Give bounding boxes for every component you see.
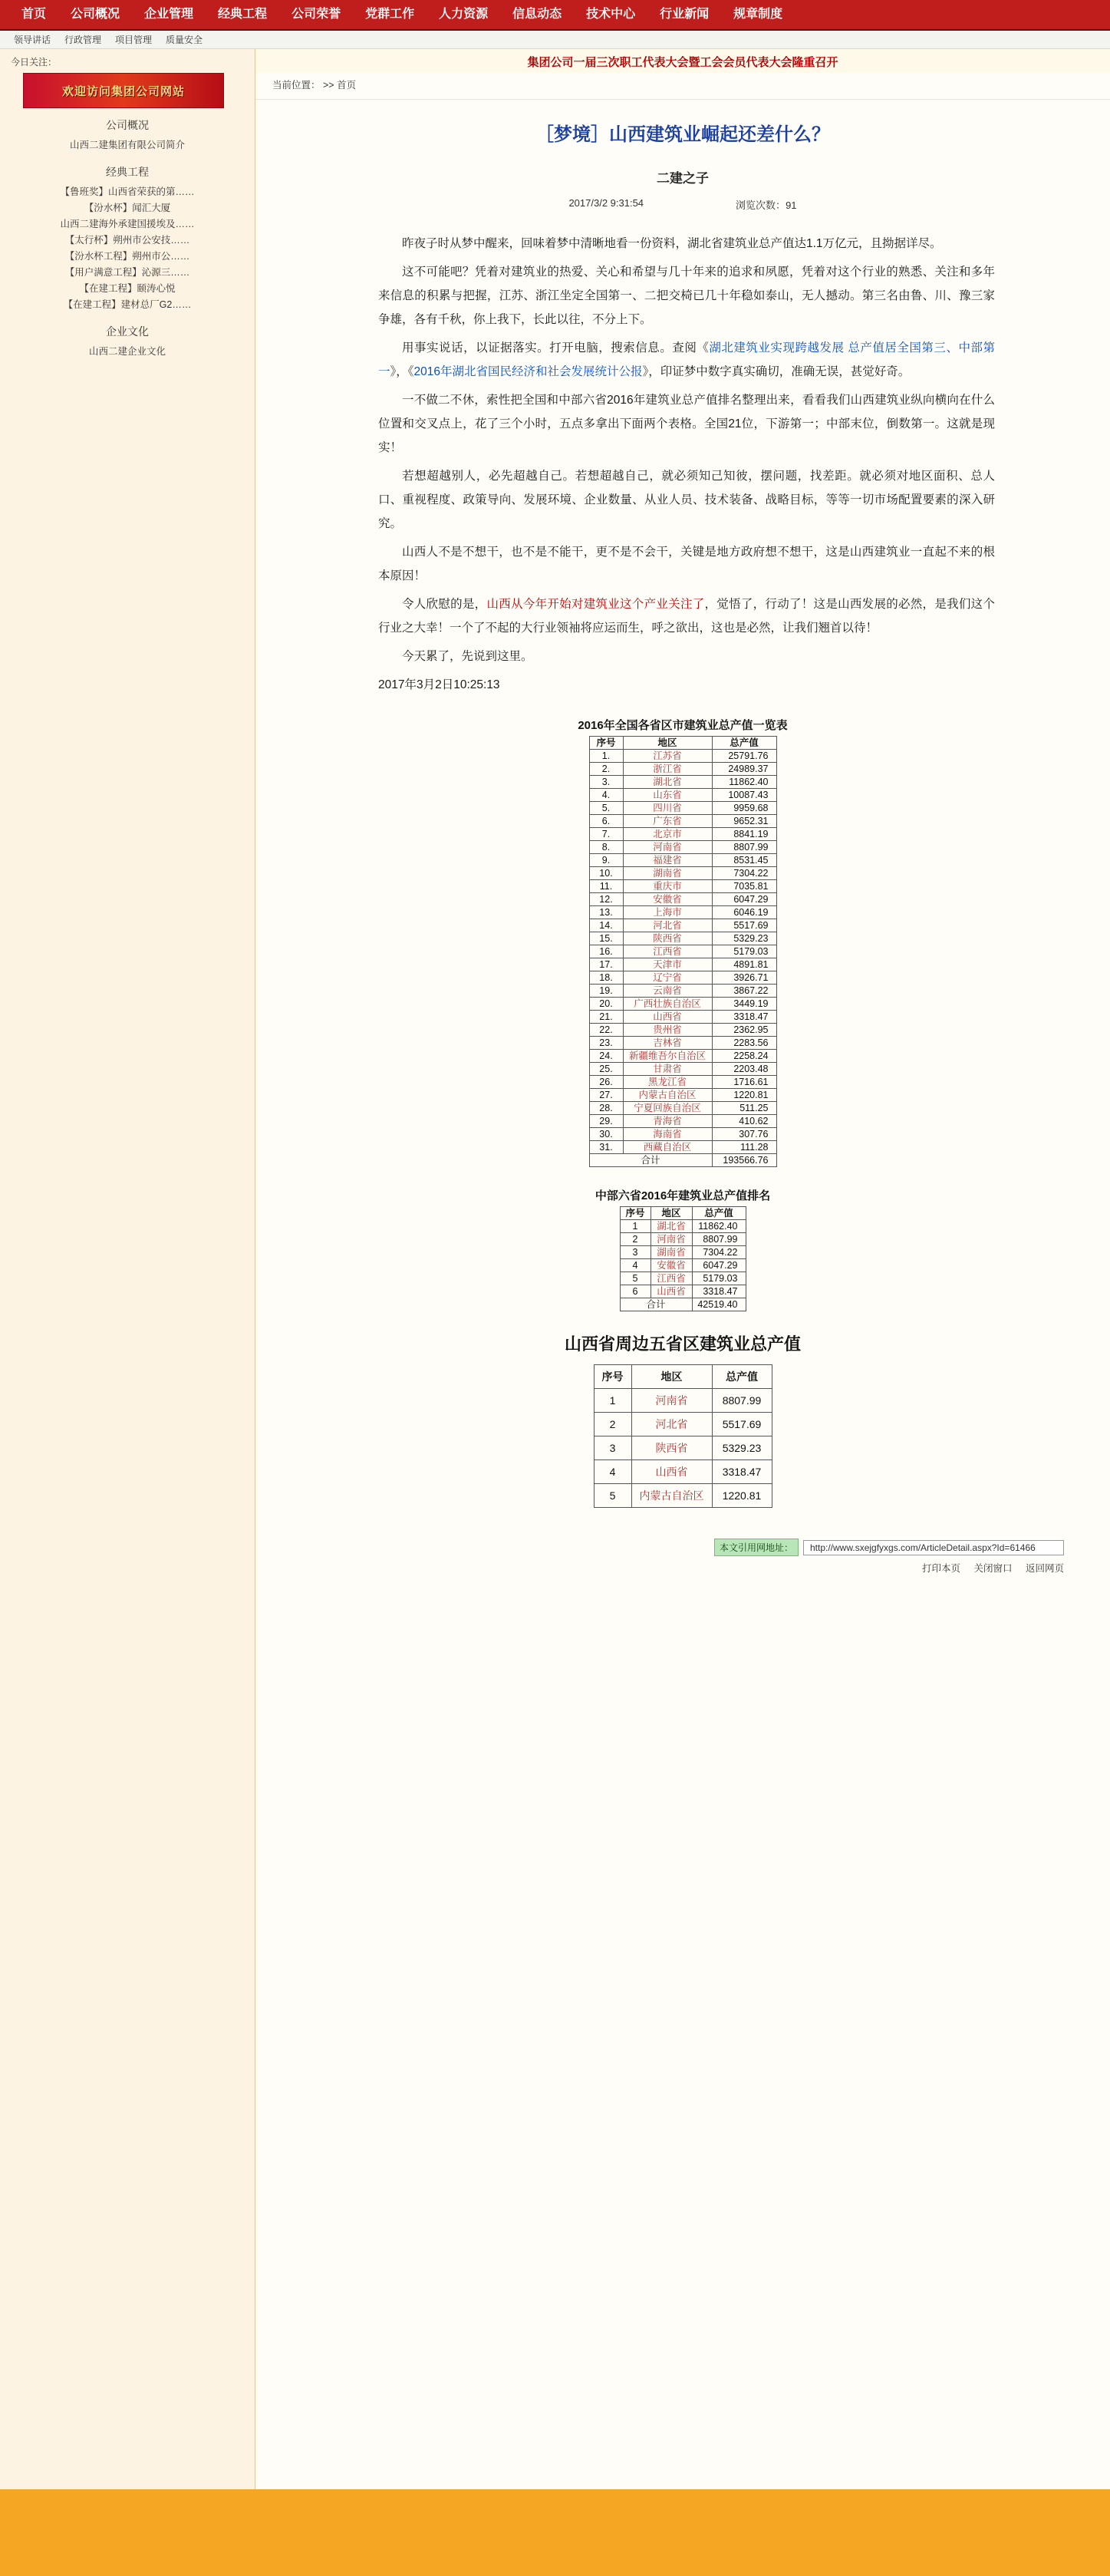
cell-region: 吉林省 [623, 1037, 712, 1050]
table-row [620, 1246, 746, 1259]
cell-index: 23. [589, 1037, 623, 1050]
cell-value: 9959.68 [712, 802, 776, 815]
close-window-button[interactable]: 关闭窗口 [973, 1563, 1013, 1574]
cell-region: 辽宁省 [623, 971, 712, 985]
breadcrumb-separator: >> [323, 80, 334, 91]
cell-value: 7035.81 [712, 880, 776, 893]
nav-item-home[interactable]: 首页 [21, 8, 47, 21]
column-header-value: 总产值 [712, 1365, 772, 1389]
column-header-index: 序号 [589, 737, 623, 750]
table-row [589, 1102, 776, 1115]
cell-value: 4891.81 [712, 958, 776, 971]
cell-value: 5329.23 [712, 932, 776, 945]
cell-value: 7304.22 [692, 1246, 746, 1259]
cell-region: 陕西省 [631, 1436, 712, 1460]
table-row [620, 1259, 746, 1272]
cell-region: 湖北省 [651, 1220, 692, 1233]
column-header-region: 地区 [651, 1207, 692, 1220]
cell-region: 甘肃省 [623, 1063, 712, 1076]
cell-value: 8841.19 [712, 828, 776, 841]
table-row [589, 1141, 776, 1154]
cell-index: 13. [589, 906, 623, 919]
nav-item-news[interactable]: 信息动态 [512, 8, 562, 21]
cell-region: 海南省 [623, 1128, 712, 1141]
paragraph-text: 用事实说话，以证据落实。打开电脑，搜索信息。查阅《湖北建筑业实现跨越发展 总产值居全国第三、中部第一》，《2016年湖北省国民经济和社会发展统计公报》，印证梦中数字真实确切，准确无误，甚觉好奇。 [378, 341, 995, 378]
cell-region: 西藏自治区 [623, 1141, 712, 1154]
nav-item-enterprise-management[interactable]: 企业管理 [144, 8, 194, 21]
table-row [589, 880, 776, 893]
sidebar-section-classic-projects [0, 164, 255, 313]
table-title: 山西省周边五省区建筑业总产值 [564, 1334, 801, 1354]
cell-value: 3318.47 [692, 1285, 746, 1298]
cell-region: 湖北省 [623, 776, 712, 789]
cell-region: 重庆市 [623, 880, 712, 893]
cell-region: 福建省 [623, 854, 712, 867]
print-page-button[interactable]: 打印本页 [921, 1563, 960, 1574]
site-headline[interactable]: 集团公司一届三次职工代表大会暨工会会员代表大会隆重召开 [255, 49, 1110, 73]
cell-value: 6047.29 [712, 893, 776, 906]
column-header-value: 总产值 [712, 737, 776, 750]
table-row [589, 971, 776, 985]
table-row [589, 750, 776, 763]
column-header-index: 序号 [620, 1207, 651, 1220]
cell-region: 江西省 [651, 1272, 692, 1285]
cell-region: 河北省 [631, 1413, 712, 1436]
article-views-count: 91 [786, 200, 797, 211]
table-national [255, 717, 1110, 1167]
sidebar-link[interactable]: 山西二建海外承建国援埃及…… [60, 219, 195, 229]
cell-value: 6047.29 [692, 1259, 746, 1272]
cell-index: 15. [589, 932, 623, 945]
sidebar [0, 49, 255, 2489]
cell-value: 5517.69 [712, 1413, 772, 1436]
cell-region: 山西省 [651, 1285, 692, 1298]
cell-region: 河北省 [623, 919, 712, 932]
article-meta [255, 194, 1110, 232]
table-row [589, 789, 776, 802]
table-row [589, 906, 776, 919]
cell-index: 5 [620, 1272, 651, 1285]
article-views [736, 197, 796, 212]
cell-value: 1220.81 [712, 1484, 772, 1508]
inline-link[interactable]: 2016年湖北省国民经济和社会发展统计公报 [413, 365, 643, 378]
column-header-region: 地区 [631, 1365, 712, 1389]
table-row [589, 854, 776, 867]
nav-item-classic-projects[interactable]: 经典工程 [218, 8, 268, 21]
cell-index: 5. [589, 802, 623, 815]
subnav-item-leader-speech[interactable]: 领导讲话 [14, 35, 51, 45]
table-row [620, 1285, 746, 1298]
sidebar-link[interactable]: 【汾水杯】闻汇大厦 [84, 203, 171, 213]
table-row [594, 1413, 772, 1436]
cell-value: 11862.40 [712, 776, 776, 789]
cell-index: 30. [589, 1128, 623, 1141]
data-table [589, 736, 777, 1167]
cell-index: 19. [589, 985, 623, 998]
list-item[interactable] [0, 200, 255, 216]
sidebar-banner: 欢迎访问集团公司网站 [23, 73, 224, 108]
table-header-row [594, 1365, 772, 1389]
cell-value: 2258.24 [712, 1050, 776, 1063]
subnav-item-admin-management[interactable]: 行政管理 [64, 35, 102, 45]
table-row [589, 1063, 776, 1076]
cell-value: 6046.19 [712, 906, 776, 919]
cell-index: 1. [589, 750, 623, 763]
table-row [594, 1460, 772, 1484]
cell-value: 8807.99 [712, 1389, 772, 1413]
cell-region: 广西壮族自治区 [623, 998, 712, 1011]
table-header-row [620, 1207, 746, 1220]
cell-value: 9652.31 [712, 815, 776, 828]
cell-index: 27. [589, 1089, 623, 1102]
paragraph-with-links [378, 336, 995, 384]
content-columns [0, 49, 1110, 2489]
cell-value: 511.25 [712, 1102, 776, 1115]
nav-item-industry-news[interactable]: 行业新闻 [660, 8, 710, 21]
table-row [589, 815, 776, 828]
table-row [589, 932, 776, 945]
cell-value: 3318.47 [712, 1460, 772, 1484]
cell-region: 湖南省 [651, 1246, 692, 1259]
secondary-navigation [0, 31, 1110, 49]
table-central-six [255, 1187, 1110, 1311]
source-url-input[interactable]: http://www.sxejgfyxgs.com/ArticleDetail.aspx?Id=61466 [803, 1540, 1064, 1555]
cell-region: 安徽省 [623, 893, 712, 906]
cell-value: 24989.37 [712, 763, 776, 776]
sidebar-link[interactable]: 【用户满意工程】沁源三…… [64, 267, 190, 278]
list-item[interactable] [0, 184, 255, 200]
cell-index: 31. [589, 1141, 623, 1154]
list-item[interactable] [0, 281, 255, 297]
cell-index: 3 [594, 1436, 631, 1460]
total-value: 42519.40 [692, 1298, 746, 1311]
breadcrumb [255, 73, 1110, 100]
source-url-label: 本文引用网地址： [714, 1539, 799, 1556]
table-row [589, 1050, 776, 1063]
cell-region: 北京市 [623, 828, 712, 841]
table-row [589, 828, 776, 841]
cell-value: 1716.61 [712, 1076, 776, 1089]
cell-value: 10087.43 [712, 789, 776, 802]
sidebar-link[interactable]: 【在建工程】建材总厂G2…… [63, 299, 192, 310]
list-item[interactable] [0, 297, 255, 313]
cell-region: 河南省 [651, 1233, 692, 1246]
cell-index: 16. [589, 945, 623, 958]
nav-item-tech-center[interactable]: 技术中心 [586, 8, 636, 21]
cell-value: 8807.99 [692, 1233, 746, 1246]
cell-region: 河南省 [631, 1389, 712, 1413]
sidebar-link[interactable]: 【鲁班奖】山西省荣获的第…… [60, 186, 195, 197]
cell-value: 5179.03 [692, 1272, 746, 1285]
cell-value: 3867.22 [712, 985, 776, 998]
cell-index: 29. [589, 1115, 623, 1128]
cell-value: 2203.48 [712, 1063, 776, 1076]
cell-region: 云南省 [623, 985, 712, 998]
back-to-page-button[interactable]: 返回网页 [1025, 1563, 1064, 1574]
subnav-item-project-management[interactable]: 项目管理 [115, 35, 153, 45]
table-row [589, 763, 776, 776]
table-row [620, 1220, 746, 1233]
cell-region: 黑龙江省 [623, 1076, 712, 1089]
cell-index: 6 [620, 1285, 651, 1298]
cell-index: 11. [589, 880, 623, 893]
table-row [620, 1233, 746, 1246]
cell-value: 3926.71 [712, 971, 776, 985]
cell-index: 9. [589, 854, 623, 867]
table-row [589, 919, 776, 932]
nav-item-regulations[interactable]: 规章制度 [733, 8, 783, 21]
article-date: 2017/3/2 9:31:54 [568, 197, 644, 209]
cell-index: 10. [589, 867, 623, 880]
total-label: 合计 [589, 1154, 712, 1167]
cell-value: 2283.56 [712, 1037, 776, 1050]
table-row [589, 1037, 776, 1050]
nav-item-party-work[interactable]: 党群工作 [365, 8, 415, 21]
cell-value: 5517.69 [712, 919, 776, 932]
cell-value: 410.62 [712, 1115, 776, 1128]
list-item[interactable] [0, 265, 255, 281]
sidebar-section-title: 经典工程 [106, 166, 149, 178]
list-item[interactable] [0, 249, 255, 265]
cell-region: 青海省 [623, 1115, 712, 1128]
cell-region: 上海市 [623, 906, 712, 919]
table-row [589, 958, 776, 971]
total-label: 合计 [620, 1298, 692, 1311]
table-title: 中部六省2016年建筑业总产值排名 [595, 1189, 771, 1202]
table-row [589, 776, 776, 789]
today-focus-label: 今日关注： [11, 57, 58, 68]
data-table [620, 1206, 746, 1311]
main-content [255, 49, 1110, 2489]
table-row [589, 1011, 776, 1024]
table-row [589, 998, 776, 1011]
cell-value: 2362.95 [712, 1024, 776, 1037]
cell-index: 28. [589, 1102, 623, 1115]
cell-region: 陕西省 [623, 932, 712, 945]
cell-index: 24. [589, 1050, 623, 1063]
table-row [594, 1389, 772, 1413]
cell-region: 内蒙古自治区 [631, 1484, 712, 1508]
nav-item-company-overview[interactable]: 公司概况 [71, 8, 120, 21]
sidebar-link[interactable]: 【太行杯】朔州市公安技…… [64, 235, 190, 246]
cell-region: 天津市 [623, 958, 712, 971]
cell-region: 广东省 [623, 815, 712, 828]
table-header-row [589, 737, 776, 750]
cell-value: 8807.99 [712, 841, 776, 854]
table-row [589, 945, 776, 958]
cell-value: 7304.22 [712, 867, 776, 880]
cell-region: 河南省 [623, 841, 712, 854]
table-row [594, 1436, 772, 1460]
table-row [589, 985, 776, 998]
cell-value: 3449.19 [712, 998, 776, 1011]
cell-region: 湖南省 [623, 867, 712, 880]
cell-value: 11862.40 [692, 1220, 746, 1233]
nav-item-company-honors[interactable]: 公司荣誉 [291, 8, 341, 21]
cell-region: 山西省 [631, 1460, 712, 1484]
page-title: ［梦境］山西建筑业崛起还差什么？ [535, 124, 830, 145]
sidebar-link[interactable]: 【在建工程】颐涛心悦 [79, 283, 176, 294]
cell-index: 3 [620, 1246, 651, 1259]
table-row [589, 1089, 776, 1102]
cell-value: 307.76 [712, 1128, 776, 1141]
cell-region: 安徽省 [651, 1259, 692, 1272]
cell-region: 贵州省 [623, 1024, 712, 1037]
cell-value: 8531.45 [712, 854, 776, 867]
cell-index: 1 [594, 1389, 631, 1413]
paragraph: 这不可能吧？凭着对建筑业的热爱、关心和希望与几十年来的追求和夙愿，凭着对这个行业的熟悉、关注和多年来信息的积累与把握，江苏、浙江坐定全国第一、二把交椅已几十年稳如泰山，无人撼动。第三名由鲁、川、豫三家争雄，各有千秋，你上我下，长此以往，不分上下。 [378, 266, 995, 326]
paragraph: 今天累了，先说到这里。 [402, 650, 533, 663]
cell-index: 3. [589, 776, 623, 789]
cell-region: 浙江省 [623, 763, 712, 776]
cell-value: 5179.03 [712, 945, 776, 958]
cell-index: 5 [594, 1484, 631, 1508]
footer-actions [255, 1561, 1064, 1575]
cell-index: 7. [589, 828, 623, 841]
column-header-index: 序号 [594, 1365, 631, 1389]
cell-index: 20. [589, 998, 623, 1011]
sidebar-section-company-overview [0, 117, 255, 153]
article-body [255, 232, 1110, 697]
table-title: 2016年全国各省区市建筑业总产值一览表 [578, 719, 788, 732]
sidebar-link[interactable]: 【汾水杯工程】朔州市公…… [64, 251, 190, 262]
cell-value: 111.28 [712, 1141, 776, 1154]
cell-index: 12. [589, 893, 623, 906]
paragraph-highlighted: 令人欣慰的是，山西从今年开始对建筑业这个产业关注了，觉悟了，行动了！这是山西发展的必然，是我们这个行业之大幸！一个了不起的大行业领袖将应运而生，呼之欲出，这也是必然，让我们翘首以待！ [378, 598, 995, 635]
paragraph: 一不做二不休，索性把全国和中部六省2016年建筑业总产值排名整理出来，看看我们山西建筑业纵向横向在什么位置和交叉点上，花了三个小时，五点多拿出下面两个表格。全国21位，下游第一；中部末位，倒数第一。这就是现实！ [378, 394, 995, 454]
cell-value: 3318.47 [712, 1011, 776, 1024]
cell-index: 2 [620, 1233, 651, 1246]
table-row [589, 1076, 776, 1089]
table-row [589, 802, 776, 815]
table-row [589, 1115, 776, 1128]
table-row [589, 893, 776, 906]
cell-region: 四川省 [623, 802, 712, 815]
cell-value: 25791.76 [712, 750, 776, 763]
sidebar-item-company-intro[interactable] [0, 137, 255, 153]
cell-region: 山东省 [623, 789, 712, 802]
breadcrumb-prefix: 当前位置： [272, 80, 321, 91]
table-row [589, 841, 776, 854]
cell-index: 14. [589, 919, 623, 932]
nav-item-human-resources[interactable]: 人力资源 [439, 8, 489, 21]
table-total-row [589, 1154, 776, 1167]
sidebar-section-title: 公司概况 [106, 119, 149, 131]
cell-index: 26. [589, 1076, 623, 1089]
table-total-row [620, 1298, 746, 1311]
cell-index: 2 [594, 1413, 631, 1436]
article-author: 二建之子 [657, 171, 709, 186]
cell-region: 山西省 [623, 1011, 712, 1024]
article-timestamp: 2017年3月2日10:25:13 [378, 678, 500, 691]
cell-index: 2. [589, 763, 623, 776]
article-views-label: 浏览次数： [736, 200, 786, 211]
sidebar-section-corporate-culture [0, 324, 255, 360]
column-header-value: 总产值 [692, 1207, 746, 1220]
breadcrumb-item-home[interactable]: 首页 [337, 80, 357, 91]
column-header-region: 地区 [623, 737, 712, 750]
cell-index: 4 [594, 1460, 631, 1484]
cell-index: 4 [620, 1259, 651, 1272]
cell-index: 4. [589, 789, 623, 802]
total-value: 193566.76 [712, 1154, 776, 1167]
cell-index: 18. [589, 971, 623, 985]
cell-region: 新疆维吾尔自治区 [623, 1050, 712, 1063]
sidebar-link[interactable]: 山西二建企业文化 [88, 346, 166, 357]
paragraph: 山西人不是不想干，也不是不能干，更不是不会干，关键是地方政府想不想干，这是山西建筑业一直起不来的根本原因！ [378, 546, 995, 582]
main-navigation [0, 0, 1110, 31]
list-item[interactable] [0, 344, 255, 360]
source-url-bar [255, 1539, 1064, 1556]
table-row [589, 1128, 776, 1141]
cell-index: 22. [589, 1024, 623, 1037]
table-neighbor-provinces [255, 1331, 1110, 1508]
inline-link[interactable]: 湖北建筑业实现跨越发展 总产值居全国第三、中部第一 [378, 341, 995, 378]
table-row [589, 1024, 776, 1037]
cell-region: 内蒙古自治区 [623, 1089, 712, 1102]
table-row [589, 867, 776, 880]
cell-index: 21. [589, 1011, 623, 1024]
cell-value: 5329.23 [712, 1436, 772, 1460]
cell-region: 江苏省 [623, 750, 712, 763]
sidebar-section-title: 企业文化 [106, 325, 149, 338]
table-row [594, 1484, 772, 1508]
paragraph: 若想超越别人，必先超越自己。若想超越自己，就必须知己知彼，摆问题，找差距。就必须对地区面积、总人口、重视程度、政策导向、发展环境、企业数量、从业人员、技术装备、战略目标，等等一切市场配置要素的深入研究。 [378, 470, 995, 530]
sidebar-link[interactable]: 山西二建集团有限公司简介 [69, 140, 185, 150]
data-table [594, 1364, 772, 1508]
list-item[interactable] [0, 233, 255, 249]
list-item[interactable] [0, 216, 255, 233]
cell-region: 宁夏回族自治区 [623, 1102, 712, 1115]
paragraph: 昨夜子时从梦中醒来，回味着梦中清晰地看一份资料，湖北省建筑业总产值达1.1万亿元，且拗据详尽。 [402, 237, 942, 250]
cell-index: 8. [589, 841, 623, 854]
table-row [620, 1272, 746, 1285]
cell-value: 1220.81 [712, 1089, 776, 1102]
cell-index: 1 [620, 1220, 651, 1233]
cell-region: 江西省 [623, 945, 712, 958]
cell-index: 17. [589, 958, 623, 971]
cell-index: 25. [589, 1063, 623, 1076]
cell-index: 6. [589, 815, 623, 828]
highlighted-text: 山西从今年开始对建筑业这个产业关注了 [486, 598, 705, 611]
subnav-item-quality-safety[interactable]: 质量安全 [166, 35, 203, 45]
